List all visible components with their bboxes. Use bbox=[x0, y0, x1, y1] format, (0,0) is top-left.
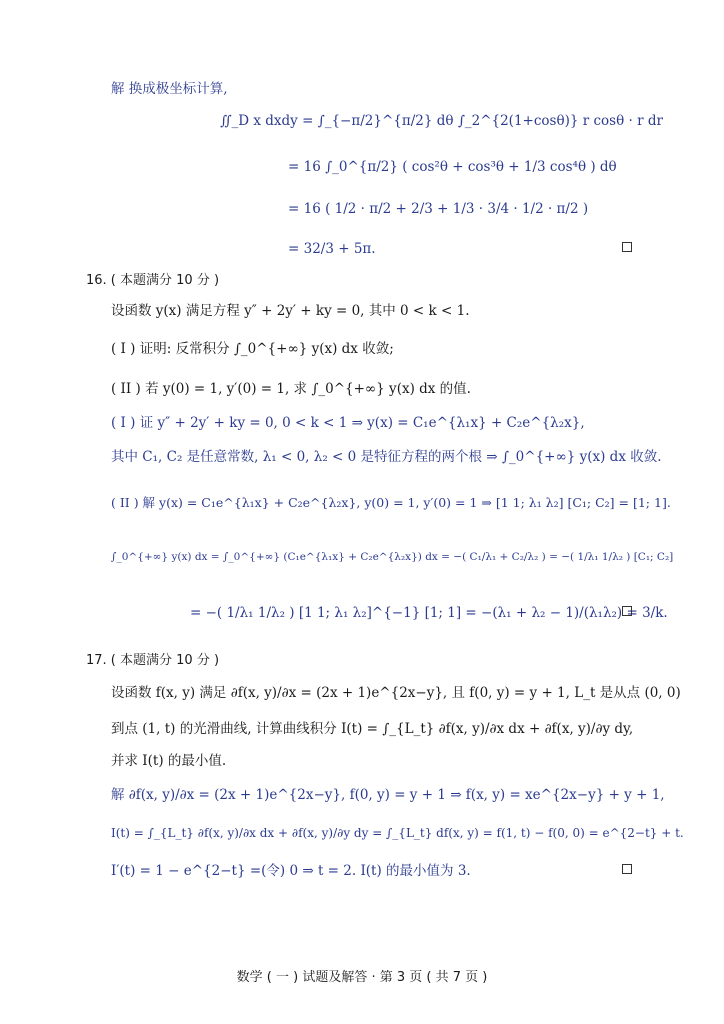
q16-sol2-line1: ( II ) 解 y(x) = C₁e^{λ₁x} + C₂e^{λ₂x}, y(0) = 1, y′(0) = 1 ⇒ [1 1; λ₁ λ₂] [C₁; C₂] = [1; 1]. bbox=[111, 495, 671, 510]
q16-part2: ( II ) 若 y(0) = 1, y′(0) = 1, 求 ∫_0^{+∞} y(x) dx 的值. bbox=[111, 381, 471, 397]
sol15-eq4: = 32/3 + 5π. bbox=[288, 241, 376, 257]
q17-stem2: 到点 (1, t) 的光滑曲线, 计算曲线积分 I(t) = ∫_{L_t} ∂f(x, y)/∂x dx + ∂f(x, y)/∂y dy, bbox=[111, 721, 634, 737]
q17-stem1: 设函数 f(x, y) 满足 ∂f(x, y)/∂x = (2x + 1)e^{2x−y}, 且 f(0, y) = y + 1, L_t 是从点 (0, 0) bbox=[111, 685, 681, 701]
q16-part1: ( I ) 证明: 反常积分 ∫_0^{+∞} y(x) dx 收敛; bbox=[111, 341, 394, 357]
qed-mark-16 bbox=[622, 606, 632, 616]
qed-mark-15 bbox=[622, 242, 632, 252]
sol15-eq3: = 16 ( 1/2 · π/2 + 2/3 + 1/3 · 3/4 · 1/2 · π/2 ) bbox=[288, 201, 589, 217]
q16-sol2-line2: ∫_0^{+∞} y(x) dx = ∫_0^{+∞} (C₁e^{λ₁x} + C₂e^{λ₂x}) dx = −( C₁/λ₁ + C₂/λ₂ ) = −( 1/λ₁ 1/λ₂ ) [C₁; C₂] bbox=[111, 551, 674, 563]
q16-sol2-line3: = −( 1/λ₁ 1/λ₂ ) [1 1; λ₁ λ₂]^{−1} [1; 1] = −(λ₁ + λ₂ − 1)/(λ₁λ₂) = 3/k. bbox=[190, 605, 668, 621]
q17-sol-line3: I′(t) = 1 − e^{2−t} =(令) 0 ⇒ t = 2. I(t) 的最小值为 3. bbox=[111, 863, 471, 879]
q16-stem: 设函数 y(x) 满足方程 y″ + 2y′ + ky = 0, 其中 0 < k < 1. bbox=[111, 303, 470, 319]
q17-sol-line2: I(t) = ∫_{L_t} ∂f(x, y)/∂x dx + ∂f(x, y)/∂y dy = ∫_{L_t} df(x, y) = f(1, t) − f(0, 0) = e^{2−t} + t. bbox=[111, 826, 684, 840]
sol15-eq2: = 16 ∫_0^{π/2} ( cos²θ + cos³θ + 1/3 cos⁴θ ) dθ bbox=[288, 159, 617, 175]
sol15-eq1: ∬_D x dxdy = ∫_{−π/2}^{π/2} dθ ∫_2^{2(1+cosθ)} r cosθ · r dr bbox=[220, 113, 663, 129]
sol15-intro: 解 换成极坐标计算, bbox=[111, 81, 228, 97]
q17-header: 17. ( 本题满分 10 分 ) bbox=[86, 653, 220, 668]
qed-mark-17 bbox=[622, 864, 632, 874]
q16-sol1-line1: ( I ) 证 y″ + 2y′ + ky = 0, 0 < k < 1 ⇒ y(x) = C₁e^{λ₁x} + C₂e^{λ₂x}, bbox=[111, 415, 585, 431]
page-footer: 数学 ( 一 ) 试题及解答 · 第 3 页 ( 共 7 页 ) bbox=[236, 970, 488, 985]
q16-header: 16. ( 本题满分 10 分 ) bbox=[86, 273, 220, 288]
q17-sol-line1: 解 ∂f(x, y)/∂x = (2x + 1)e^{2x−y}, f(0, y) = y + 1 ⇒ f(x, y) = xe^{2x−y} + y + 1, bbox=[111, 787, 665, 803]
q17-stem3: 并求 I(t) 的最小值. bbox=[111, 753, 227, 769]
q16-sol1-line2: 其中 C₁, C₂ 是任意常数, λ₁ < 0, λ₂ < 0 是特征方程的两个根 ⇒ ∫_0^{+∞} y(x) dx 收敛. bbox=[111, 449, 662, 465]
